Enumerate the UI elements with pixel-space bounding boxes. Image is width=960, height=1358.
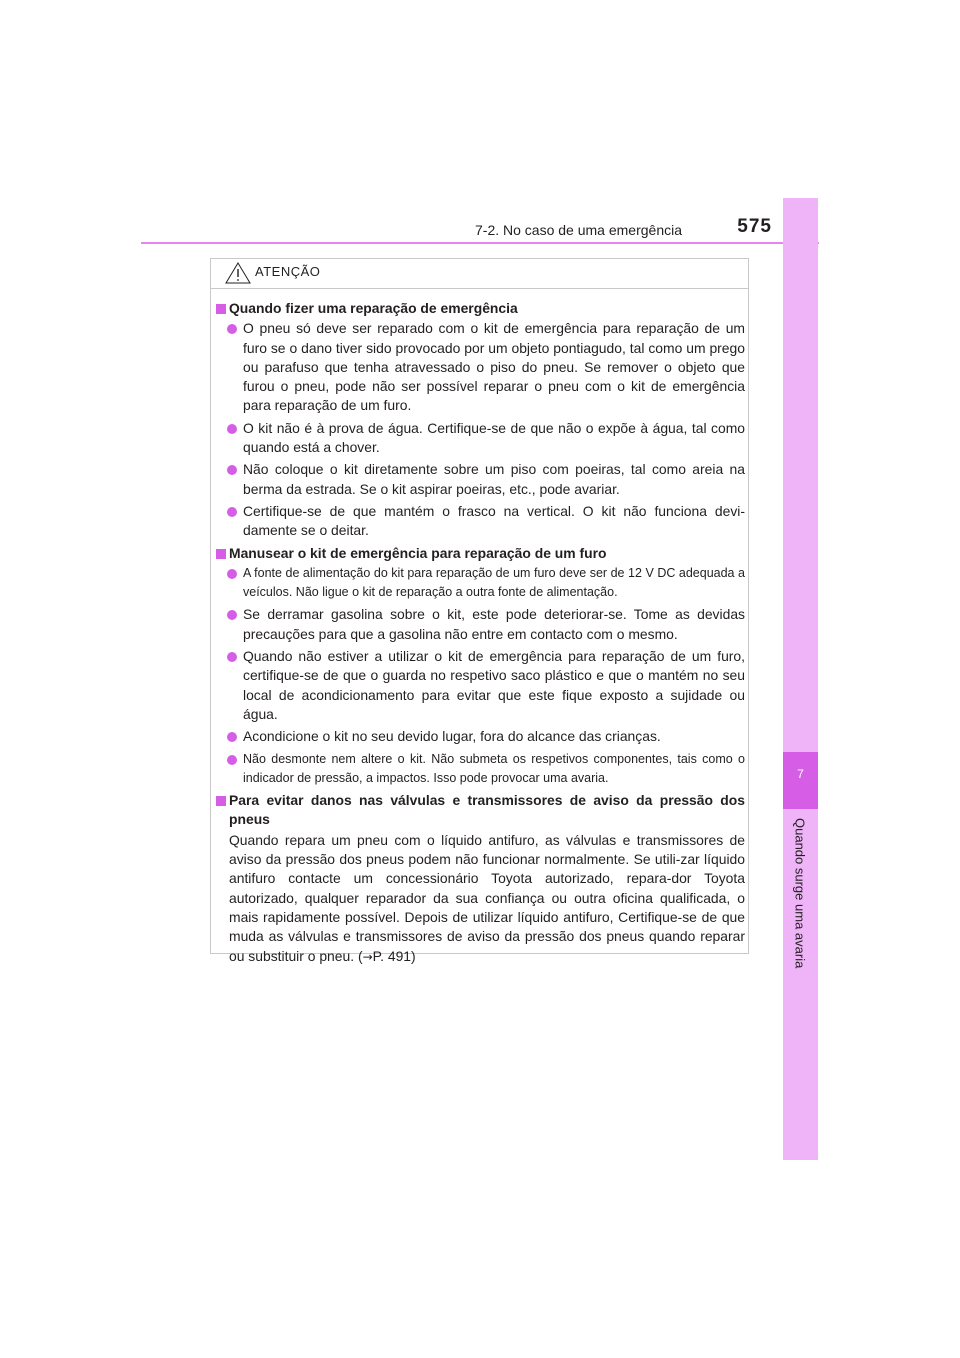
chapter-number: 7 bbox=[797, 767, 804, 781]
header-divider bbox=[141, 242, 819, 244]
circle-bullet-icon bbox=[227, 465, 237, 475]
page-number: 575 bbox=[737, 216, 772, 237]
page-reference-link[interactable]: P. 491) bbox=[372, 947, 416, 964]
list-item bbox=[215, 605, 745, 644]
square-bullet-icon bbox=[216, 549, 226, 559]
section-heading bbox=[215, 544, 745, 563]
section-heading bbox=[215, 791, 745, 830]
circle-bullet-icon bbox=[227, 569, 237, 579]
square-bullet-icon bbox=[216, 304, 226, 314]
list-item bbox=[215, 319, 745, 415]
header-section-title: 7-2. No caso de uma emergência bbox=[475, 222, 682, 238]
circle-bullet-icon bbox=[227, 732, 237, 742]
square-bullet-icon bbox=[216, 796, 226, 806]
circle-bullet-icon bbox=[227, 755, 237, 765]
section-heading-text: Para evitar danos nas válvulas e transmissores de aviso da pressão dos pneus bbox=[229, 792, 745, 828]
section-heading bbox=[215, 299, 745, 318]
list-item bbox=[215, 647, 745, 724]
list-item-text: Quando não estiver a utilizar o kit de emergência para reparação de um furo, certifique-se de que o guarda no respetivo saco plástico e que o mantém no seu local de acondicionamento para evitar que este fique exposto a sujidade ou água. bbox=[243, 648, 745, 722]
list-item bbox=[215, 750, 745, 789]
section-heading-text: Quando fizer uma reparação de emergência bbox=[229, 300, 518, 316]
reference-arrow-icon: → bbox=[362, 949, 373, 964]
list-item-text: Acondicione o kit no seu devido lugar, fora do alcance das crianças. bbox=[243, 728, 661, 745]
section-heading-text: Manusear o kit de emergência para reparação de um furo bbox=[229, 544, 607, 561]
list-item bbox=[215, 460, 745, 499]
list-item-text: O pneu só deve ser reparado com o kit de emergência para reparação de um furo se o dano tiver sido provocado por um objeto pontiagudo, tal como um prego ou parafuso que tenha atravessado o piso do pneu. Se remover o objeto que furou o pneu, pode não ser possível reparar o pneu com o kit de emergência para reparação de um furo. bbox=[243, 320, 745, 414]
paragraph-text: Quando repara um pneu com o líquido antifuro, as válvulas e transmissores de aviso da pressão dos pneus podem não funcionar normalmente. Se utili-zar líquido antifuro contacte um concessionário Toyota autorizado, repara-dor Toyota autorizado, qualquer reparador da sua confiança ou outra oficina qualificada, o mais rapidamente possível. Depois de utilizar líquido antifuro, Certifique-se de que muda as válvulas e transmissores de aviso da pressão dos pneus quando reparar ou substituir o pneu. ( bbox=[229, 831, 745, 964]
list-item-text: Não desmonte nem altere o kit. Não submeta os respetivos componentes, tais como o indicador de pressão, a impactos. Isso pode provocar uma avaria. bbox=[243, 751, 745, 785]
warning-title: ATENÇÃO bbox=[255, 264, 321, 279]
list-item bbox=[215, 727, 745, 746]
circle-bullet-icon bbox=[227, 424, 237, 434]
list-item-text: Certifique-se de que mantém o frasco na vertical. O kit não funciona devi-damente se o deitar. bbox=[243, 502, 745, 539]
list-item-text: Se derramar gasolina sobre o kit, este pode deteriorar-se. Tome as devidas precauções para que a gasolina não entre em contacto com o mesmo. bbox=[243, 606, 745, 642]
list-item-text: O kit não é à prova de água. Certifique-se de que não o expõe à água, tal como quando está a chover. bbox=[243, 419, 745, 456]
circle-bullet-icon bbox=[227, 652, 237, 662]
chapter-side-tab[interactable] bbox=[783, 198, 818, 1160]
list-item bbox=[215, 502, 745, 541]
list-item bbox=[215, 564, 745, 603]
warning-box bbox=[210, 258, 749, 964]
section-paragraph bbox=[215, 831, 745, 967]
list-item-text: Não coloque o kit diretamente sobre um piso com poeiras, tal como areia na berma da estrada. Se o kit aspirar poeiras, etc., pode avariar. bbox=[243, 461, 745, 497]
list-item-text: A fonte de alimentação do kit para reparação de um furo deve ser de 12 V DC adequada a veículos. Não ligue o kit de reparação a outra fonte de alimentação. bbox=[243, 565, 745, 600]
warning-body bbox=[215, 299, 745, 967]
circle-bullet-icon bbox=[227, 324, 237, 334]
list-item bbox=[215, 419, 745, 458]
warning-triangle-icon bbox=[225, 262, 251, 284]
circle-bullet-icon bbox=[227, 610, 237, 620]
chapter-title: Quando surge uma avaria bbox=[792, 818, 808, 969]
warning-header bbox=[211, 259, 748, 289]
circle-bullet-icon bbox=[227, 507, 237, 517]
